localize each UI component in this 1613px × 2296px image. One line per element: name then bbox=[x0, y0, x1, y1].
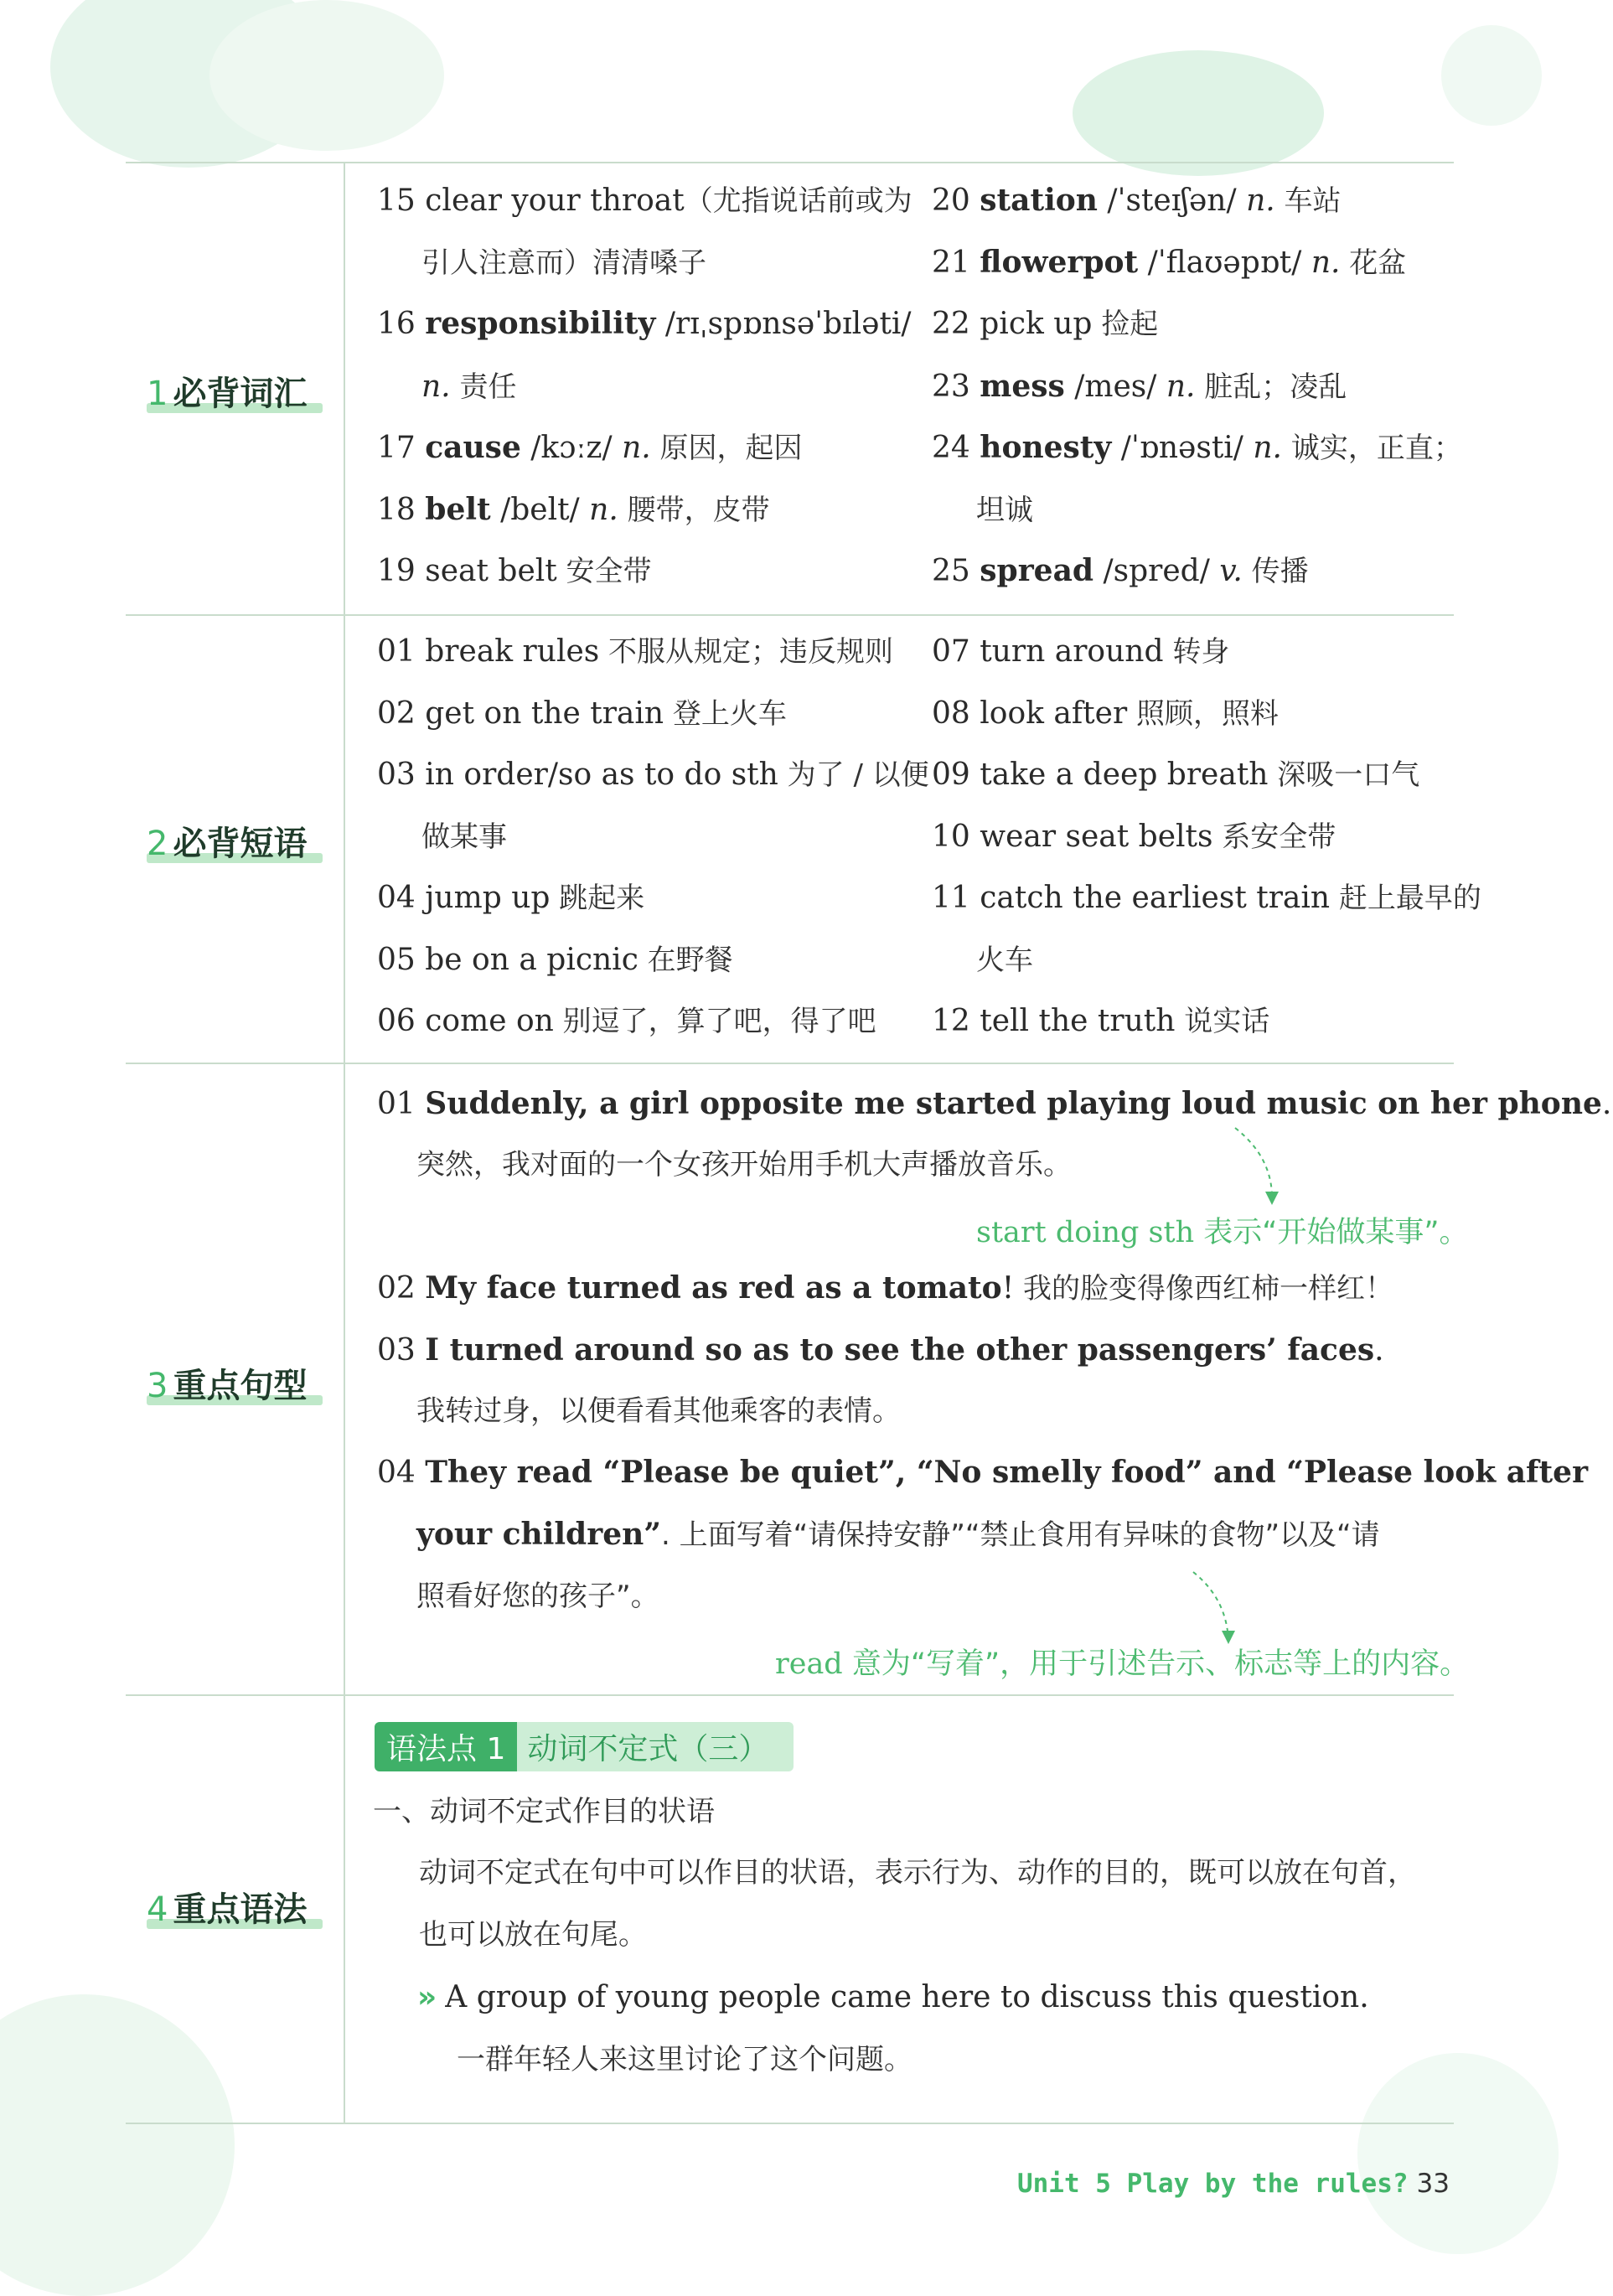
vocab-word: honesty bbox=[980, 430, 1112, 465]
item-number: 09 bbox=[932, 758, 970, 792]
phrase-en: tell the truth bbox=[980, 1004, 1176, 1038]
phrase-item bbox=[377, 633, 893, 670]
phrase-item bbox=[932, 633, 1229, 670]
phrase-item bbox=[932, 819, 1336, 855]
phrase-cn: 在野餐 bbox=[638, 944, 733, 977]
phrase-en: jump up bbox=[425, 881, 551, 915]
grammar-example-translation bbox=[457, 2041, 912, 2077]
vocab-word: spread bbox=[980, 553, 1094, 588]
grammar-tag-number: 语法点 1 bbox=[375, 1722, 517, 1771]
vocab-item bbox=[932, 306, 1158, 342]
phrase-en: come on bbox=[425, 1004, 554, 1038]
item-number: 22 bbox=[932, 307, 970, 341]
note-en: read bbox=[775, 1647, 843, 1681]
section-number: 1 bbox=[147, 375, 168, 413]
phrase-en: take a deep breath bbox=[980, 758, 1269, 792]
phrase-item bbox=[377, 1003, 876, 1039]
vocab-meaning: 诚实，正直； bbox=[1282, 432, 1462, 465]
item-number: 11 bbox=[932, 881, 970, 915]
phonetic: /kɔːz/ bbox=[520, 431, 623, 465]
phrase-item bbox=[377, 942, 733, 978]
item-number: 24 bbox=[932, 431, 970, 465]
section-number: 4 bbox=[147, 1890, 168, 1929]
section-title: 重点句型 bbox=[173, 1367, 308, 1405]
vocab-item bbox=[932, 245, 1406, 281]
phrase-cn: 跳起来 bbox=[550, 882, 645, 915]
phrase-en: get on the train bbox=[425, 696, 664, 731]
part-of-speech: v. bbox=[1219, 554, 1243, 588]
phonetic: /spred/ bbox=[1093, 554, 1220, 588]
vocab-meaning: （尤指说话前或为 bbox=[684, 184, 912, 218]
sentence-item bbox=[377, 1455, 1588, 1491]
sentence-cn: 照看好您的孩子”。 bbox=[416, 1580, 659, 1613]
divider bbox=[126, 1063, 1454, 1064]
vocab-meaning: 腰带，皮带 bbox=[618, 494, 770, 527]
page-number: 33 bbox=[1416, 2169, 1450, 2199]
sentence-cn: . 上面写着“请保持安静”“禁止食用有异味的食物”以及“请 bbox=[660, 1518, 1380, 1552]
phrase-cn: 深吸一口气 bbox=[1268, 758, 1420, 792]
note-arrow bbox=[1232, 1125, 1299, 1208]
item-number: 23 bbox=[932, 370, 970, 404]
grammar-tag bbox=[375, 1725, 794, 1768]
phrase-en: wear seat belts bbox=[980, 820, 1213, 854]
phrase-item-cont bbox=[421, 819, 507, 855]
sentence-translation bbox=[416, 1578, 659, 1614]
phrase-item bbox=[932, 696, 1279, 732]
example-marker-icon: » bbox=[417, 1980, 437, 2014]
vocab-meaning: 捡起 bbox=[1092, 308, 1159, 341]
phrase-en: be on a picnic bbox=[425, 943, 638, 977]
page-footer bbox=[1017, 2169, 1450, 2199]
sentence-item-cont bbox=[416, 1517, 1380, 1553]
divider bbox=[126, 162, 1454, 163]
part-of-speech: n. bbox=[421, 370, 451, 404]
item-number: 19 bbox=[377, 554, 416, 588]
item-number: 02 bbox=[377, 1271, 416, 1306]
item-number: 01 bbox=[377, 1087, 416, 1121]
vocab-item bbox=[377, 306, 912, 342]
vocab-word: responsibility bbox=[425, 306, 656, 341]
phrase-item bbox=[932, 757, 1419, 793]
vocab-word: belt bbox=[425, 492, 491, 527]
example-cn: 一群年轻人来这里讨论了这个问题。 bbox=[457, 2043, 912, 2076]
item-number: 17 bbox=[377, 431, 416, 465]
vocab-item bbox=[932, 553, 1309, 589]
grammar-tag-title: 动词不定式（三） bbox=[517, 1722, 794, 1771]
item-number: 02 bbox=[377, 696, 416, 731]
vocab-meaning: 原因，起因 bbox=[650, 432, 803, 465]
section-label-vocab bbox=[147, 367, 327, 415]
vocab-word: clear your throat bbox=[425, 184, 685, 218]
item-number: 07 bbox=[932, 634, 970, 669]
vocab-item bbox=[377, 492, 770, 528]
vocab-item bbox=[932, 430, 1462, 466]
sentence-cn: 我转过身，以便看看其他乘客的表情。 bbox=[416, 1394, 901, 1428]
phrase-cn: 为了 / 以便 bbox=[778, 758, 929, 792]
vocab-word: station bbox=[980, 183, 1098, 218]
vocab-item-cont bbox=[421, 369, 516, 405]
note-en: start doing sth bbox=[976, 1216, 1195, 1249]
vocab-word: cause bbox=[425, 430, 521, 465]
phrase-item bbox=[932, 1003, 1269, 1039]
sentence-translation bbox=[416, 1393, 901, 1429]
example-en: A group of young people came here to discuss this question. bbox=[445, 1980, 1369, 2014]
grammar-paragraph bbox=[419, 1854, 1416, 1890]
note-arrow bbox=[1190, 1569, 1257, 1652]
vocab-meaning: 传播 bbox=[1242, 555, 1309, 588]
unit-title: Unit 5 Play by the rules? bbox=[1016, 2169, 1409, 2199]
grammar-paragraph-text: 也可以放在句尾。 bbox=[419, 1918, 647, 1952]
vocab-item bbox=[932, 369, 1347, 405]
vocab-item bbox=[377, 183, 912, 219]
phrase-cn: 别逗了，算了吧，得了吧 bbox=[553, 1005, 876, 1038]
phrase-cn: 登上火车 bbox=[664, 697, 787, 731]
sentence-note bbox=[976, 1209, 1469, 1251]
phrase-item bbox=[377, 880, 644, 916]
part-of-speech: n. bbox=[622, 431, 651, 465]
phonetic: /ˈflaʊəpɒt/ bbox=[1138, 246, 1311, 280]
section-number: 2 bbox=[147, 825, 168, 863]
item-number: 08 bbox=[932, 696, 970, 731]
sentence-punct: . bbox=[1601, 1087, 1612, 1121]
phrase-cn: 赶上最早的 bbox=[1330, 882, 1481, 915]
phrase-item bbox=[932, 880, 1481, 916]
sentence-en: your children” bbox=[416, 1517, 661, 1552]
sentence-en: Suddenly, a girl opposite me started playing loud music on her phone bbox=[425, 1086, 1602, 1121]
vocab-item bbox=[377, 553, 652, 589]
vocab-meaning: 车站 bbox=[1274, 184, 1342, 218]
part-of-speech: n. bbox=[1166, 370, 1196, 404]
vocab-item-cont bbox=[421, 245, 706, 281]
phrase-en: turn around bbox=[980, 634, 1164, 669]
divider bbox=[126, 1694, 1454, 1696]
phonetic: /ˈɒnəsti/ bbox=[1111, 431, 1254, 465]
phrase-cn: 照顾，照料 bbox=[1127, 697, 1279, 731]
vocab-meaning: 引人注意而）清清嗓子 bbox=[421, 246, 706, 280]
sentence-item bbox=[377, 1086, 1611, 1122]
sentence-cn: 我的脸变得像西红柿一样红！ bbox=[1014, 1272, 1393, 1306]
phonetic: /belt/ bbox=[490, 493, 590, 527]
section-title: 必背短语 bbox=[173, 825, 308, 863]
grammar-paragraph-text: 动词不定式在句中可以作目的状语，表示行为、动作的目的，既可以放在句首， bbox=[419, 1856, 1416, 1890]
phrase-en: in order/so as to do sth bbox=[425, 758, 778, 792]
section-title: 重点语法 bbox=[173, 1890, 308, 1929]
item-number: 03 bbox=[377, 758, 416, 792]
item-number: 04 bbox=[377, 1456, 416, 1490]
item-number: 21 bbox=[932, 246, 970, 280]
part-of-speech: n. bbox=[1253, 431, 1283, 465]
grammar-heading bbox=[373, 1793, 715, 1829]
phrase-item-cont bbox=[976, 942, 1033, 978]
item-number: 20 bbox=[932, 184, 970, 218]
phrase-cn: 系安全带 bbox=[1212, 820, 1336, 854]
phrase-en: catch the earliest train bbox=[980, 881, 1331, 915]
grammar-paragraph bbox=[419, 1916, 647, 1952]
vocab-meaning: 责任 bbox=[450, 370, 517, 404]
sentence-en: I turned around so as to see the other passengers’ faces bbox=[425, 1332, 1375, 1368]
phrase-cn: 转身 bbox=[1163, 635, 1230, 669]
item-number: 01 bbox=[377, 634, 416, 669]
vocab-meaning: 脏乱；凌乱 bbox=[1195, 370, 1347, 404]
vocab-word: mess bbox=[980, 369, 1065, 404]
sentence-punct: . bbox=[1374, 1333, 1384, 1368]
item-number: 25 bbox=[932, 554, 970, 588]
grammar-example bbox=[417, 1979, 1369, 2015]
item-number: 05 bbox=[377, 943, 416, 977]
item-number: 16 bbox=[377, 307, 416, 341]
vocab-word: seat belt bbox=[425, 554, 557, 588]
vocab-item bbox=[377, 430, 803, 466]
phrase-item bbox=[377, 696, 787, 732]
item-number: 15 bbox=[377, 184, 416, 218]
vocab-meaning: 安全带 bbox=[556, 555, 652, 588]
phrase-cn: 做某事 bbox=[421, 820, 507, 854]
phrase-cn: 说实话 bbox=[1175, 1005, 1270, 1038]
phonetic: /rɪˌspɒnsəˈbɪləti/ bbox=[655, 307, 912, 341]
item-number: 12 bbox=[932, 1004, 970, 1038]
sentence-translation bbox=[416, 1146, 1072, 1182]
vocab-item bbox=[932, 183, 1342, 219]
phrase-item bbox=[377, 757, 929, 793]
sentence-cn: 突然，我对面的一个女孩开始用手机大声播放音乐。 bbox=[416, 1148, 1072, 1182]
vocab-word: flowerpot bbox=[980, 245, 1139, 280]
phrase-cn: 不服从规定；违反规则 bbox=[599, 635, 894, 669]
sentence-note bbox=[775, 1641, 1469, 1683]
section-label-phrases bbox=[147, 817, 327, 865]
divider bbox=[126, 2123, 1454, 2124]
item-number: 04 bbox=[377, 881, 416, 915]
part-of-speech: n. bbox=[1311, 246, 1341, 280]
section-title: 必背词汇 bbox=[173, 375, 308, 413]
part-of-speech: n. bbox=[589, 493, 618, 527]
item-number: 03 bbox=[377, 1333, 416, 1368]
phrase-cn: 火车 bbox=[976, 944, 1033, 977]
vocab-meaning: 花盆 bbox=[1340, 246, 1407, 280]
item-number: 06 bbox=[377, 1004, 416, 1038]
sentence-en: They read “Please be quiet”, “No smelly food” and “Please look after bbox=[425, 1455, 1589, 1490]
grammar-heading-text: 一、动词不定式作目的状语 bbox=[373, 1795, 715, 1828]
vocab-meaning: 坦诚 bbox=[976, 494, 1033, 527]
note-cn: 意为“写着”，用于引述告示、标志等上的内容。 bbox=[842, 1647, 1470, 1681]
phrase-en: break rules bbox=[425, 634, 600, 669]
sentence-item bbox=[377, 1270, 1393, 1306]
sentence-punct: ! bbox=[1001, 1271, 1015, 1306]
vocab-item-cont bbox=[976, 492, 1033, 528]
item-number: 10 bbox=[932, 820, 970, 854]
sentence-en: My face turned as red as a tomato bbox=[425, 1270, 1002, 1306]
phonetic: /ˈsteɪʃən/ bbox=[1097, 184, 1247, 218]
phonetic: /mes/ bbox=[1064, 370, 1166, 404]
section-number: 3 bbox=[147, 1367, 168, 1405]
vocab-word: pick up bbox=[980, 307, 1093, 341]
sentence-item bbox=[377, 1332, 1384, 1368]
part-of-speech: n. bbox=[1246, 184, 1275, 218]
note-cn: 表示“开始做某事”。 bbox=[1194, 1216, 1469, 1249]
column-divider bbox=[344, 162, 345, 2124]
section-label-sentences bbox=[147, 1359, 327, 1407]
section-label-grammar bbox=[147, 1883, 327, 1931]
divider bbox=[126, 614, 1454, 616]
phrase-en: look after bbox=[980, 696, 1128, 731]
item-number: 18 bbox=[377, 493, 416, 527]
